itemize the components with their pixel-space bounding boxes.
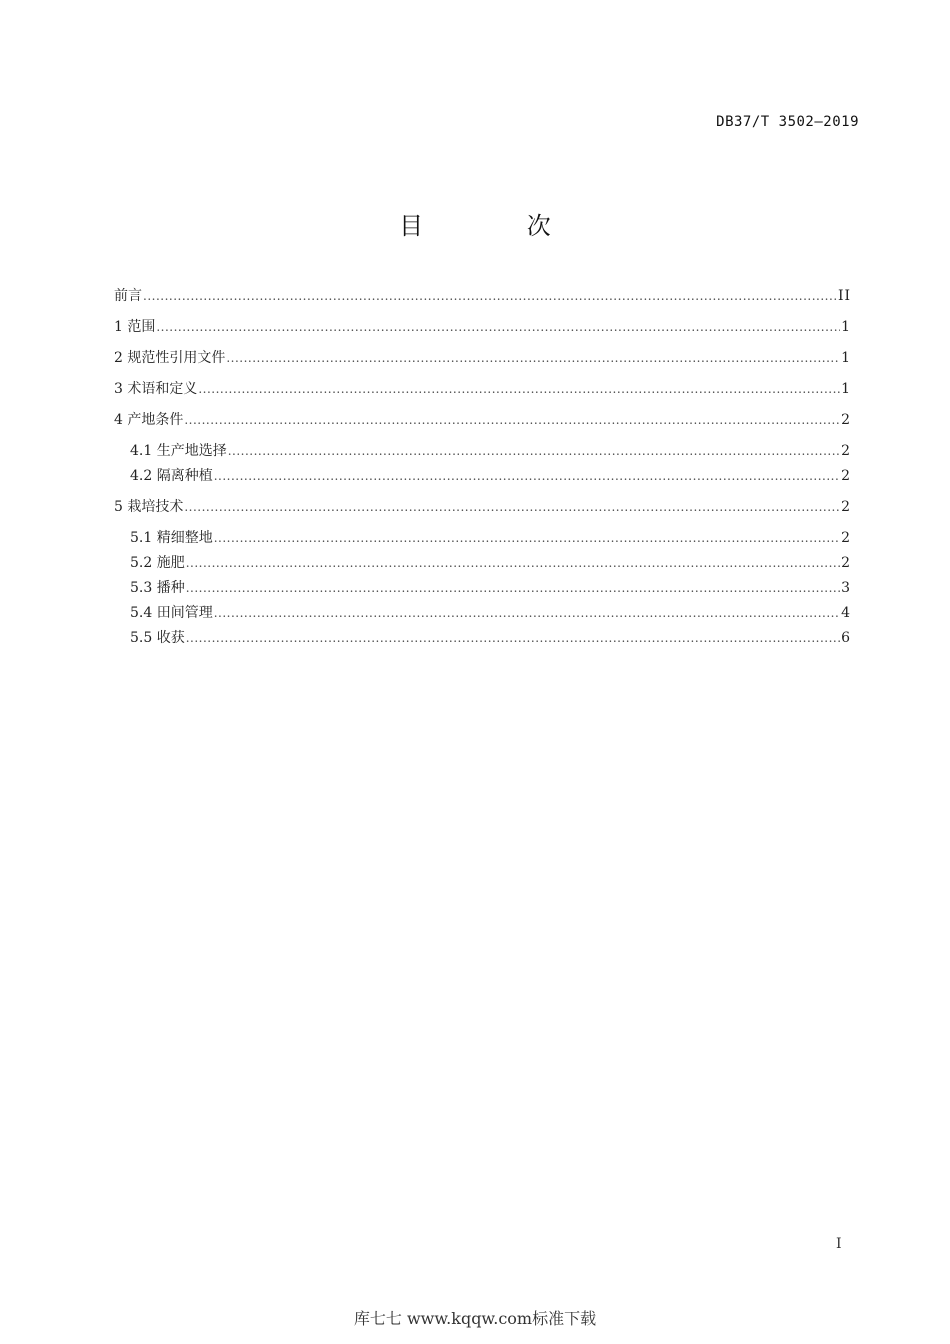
toc-entry-label: 1 范围 — [114, 319, 156, 335]
toc-entry-label: 3 术语和定义 — [114, 381, 198, 397]
toc-entry-site-selection[interactable] — [114, 441, 851, 461]
toc-title: 目 次 — [399, 212, 599, 240]
document-code: DB37/T 3502—2019 — [716, 114, 859, 130]
toc-entry-label: 5.5 收获 — [130, 630, 185, 646]
toc-entry-production-conditions[interactable] — [114, 410, 851, 430]
toc-entry-page: 6 — [841, 630, 851, 646]
toc-entry-label: 前言 — [114, 288, 142, 304]
toc-entry-page: 2 — [841, 468, 851, 484]
toc-entry-sowing[interactable] — [114, 578, 851, 598]
table-of-contents — [114, 286, 851, 648]
toc-entry-page: 1 — [841, 319, 851, 335]
toc-entry-label: 5.4 田间管理 — [130, 605, 213, 621]
toc-entry-page: 2 — [841, 412, 851, 428]
toc-entry-page: 2 — [841, 530, 851, 546]
toc-dot-leader — [214, 466, 840, 486]
footer-watermark: 库七七 www.kqqw.com标准下载 — [353, 1309, 597, 1328]
page-number: I — [836, 1236, 842, 1252]
toc-entry-page: 1 — [841, 350, 851, 366]
toc-entry-label: 5.2 施肥 — [130, 555, 185, 571]
toc-entry-label: 4.1 生产地选择 — [130, 443, 227, 459]
toc-entry-terms-definitions[interactable] — [114, 379, 851, 399]
toc-dot-leader — [228, 441, 840, 461]
toc-entry-page: 4 — [841, 605, 851, 621]
toc-entry-scope[interactable] — [114, 317, 851, 337]
toc-entry-fertilization[interactable] — [114, 553, 851, 573]
toc-entry-label: 5.1 精细整地 — [130, 530, 213, 546]
toc-dot-leader — [214, 528, 840, 548]
toc-entry-label: 5 栽培技术 — [114, 499, 184, 515]
toc-entry-normative-references[interactable] — [114, 348, 851, 368]
toc-entry-foreword[interactable] — [114, 286, 851, 306]
toc-dot-leader — [186, 553, 840, 573]
toc-entry-land-preparation[interactable] — [114, 528, 851, 548]
toc-entry-label: 4 产地条件 — [114, 412, 184, 428]
toc-entry-page: II — [837, 288, 851, 304]
toc-entry-page: 2 — [841, 443, 851, 459]
toc-entry-label: 2 规范性引用文件 — [114, 350, 226, 366]
toc-dot-leader — [184, 497, 840, 517]
toc-entry-field-management[interactable] — [114, 603, 851, 623]
toc-entry-label: 5.3 播种 — [130, 580, 185, 596]
toc-entry-page: 2 — [841, 555, 851, 571]
toc-dot-leader — [198, 379, 840, 399]
toc-entry-page: 3 — [841, 580, 851, 596]
toc-dot-leader — [184, 410, 840, 430]
toc-entry-harvest[interactable] — [114, 628, 851, 648]
toc-dot-leader — [156, 317, 840, 337]
toc-entry-label: 4.2 隔离种植 — [130, 468, 213, 484]
toc-dot-leader — [214, 603, 840, 623]
toc-dot-leader — [143, 286, 837, 306]
toc-dot-leader — [226, 348, 840, 368]
toc-entry-isolated-planting[interactable] — [114, 466, 851, 486]
toc-entry-page: 1 — [841, 381, 851, 397]
toc-dot-leader — [186, 628, 840, 648]
toc-entry-page: 2 — [841, 499, 851, 515]
toc-dot-leader — [186, 578, 840, 598]
toc-entry-cultivation-techniques[interactable] — [114, 497, 851, 517]
